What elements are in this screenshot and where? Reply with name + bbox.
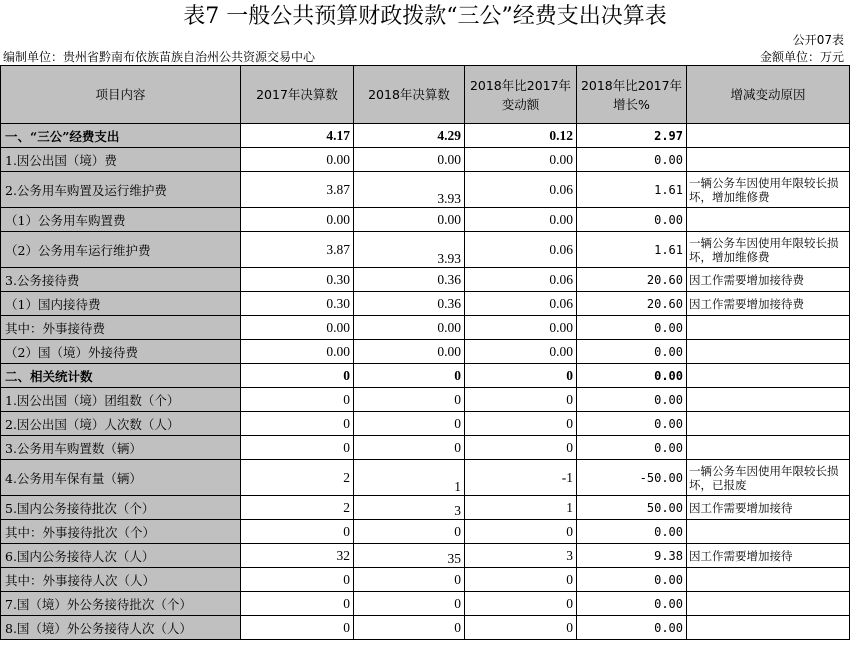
value-change: 1 <box>465 496 577 520</box>
value-2018: 0 <box>354 616 465 640</box>
value-growth: 50.00 <box>577 496 687 520</box>
table-row <box>1 520 850 544</box>
value-change: -1 <box>465 460 577 496</box>
header-reason: 增减变动原因 <box>687 66 850 124</box>
value-2017: 0 <box>241 616 354 640</box>
change-reason <box>687 340 850 364</box>
value-2017: 2 <box>241 460 354 496</box>
value-2018: 0 <box>354 412 465 436</box>
value-2018: 0 <box>354 364 465 388</box>
value-growth: 0.00 <box>577 520 687 544</box>
value-change: 3 <box>465 544 577 568</box>
table-row <box>1 172 850 208</box>
table-title: 表7 一般公共预算财政拨款“三公”经费支出决算表 <box>183 4 667 29</box>
header-2017: 2017年决算数 <box>241 66 354 124</box>
value-growth: 0.00 <box>577 340 687 364</box>
row-item-name: 1.因公出国（境）团组数（个） <box>1 388 241 412</box>
table-row <box>1 268 850 292</box>
value-growth: 0.00 <box>577 208 687 232</box>
value-change: 0.00 <box>465 148 577 172</box>
value-growth: 20.60 <box>577 268 687 292</box>
change-reason: 一辆公务车因使用年限较长损坏，增加维修费 <box>687 172 850 208</box>
table-row <box>1 568 850 592</box>
table-row <box>1 340 850 364</box>
value-2017: 0 <box>241 520 354 544</box>
row-item-name: 2.因公出国（境）人次数（人） <box>1 412 241 436</box>
expenditure-table <box>0 65 850 640</box>
value-change: 0.06 <box>465 268 577 292</box>
table-row <box>1 460 850 496</box>
value-change: 0 <box>465 436 577 460</box>
table-row <box>1 436 850 460</box>
table-row <box>1 364 850 388</box>
value-2018: 0.00 <box>354 208 465 232</box>
row-item-name: 4.公务用车保有量（辆） <box>1 460 241 496</box>
change-reason: 因工作需要增加接待 <box>687 496 850 520</box>
change-reason <box>687 364 850 388</box>
table-row <box>1 124 850 148</box>
row-item-name: 一、“三公”经费支出 <box>1 124 241 148</box>
value-growth: 0.00 <box>577 436 687 460</box>
table-row <box>1 208 850 232</box>
value-2018: 0 <box>354 592 465 616</box>
value-2018: 0 <box>354 436 465 460</box>
value-growth: 20.60 <box>577 292 687 316</box>
value-2017: 0 <box>241 364 354 388</box>
value-2018: 3 <box>354 496 465 520</box>
value-2017: 3.87 <box>241 172 354 208</box>
value-2017: 0.00 <box>241 340 354 364</box>
table-row <box>1 388 850 412</box>
value-change: 0.06 <box>465 172 577 208</box>
change-reason <box>687 124 850 148</box>
value-2017: 3.87 <box>241 232 354 268</box>
value-2017: 0.30 <box>241 268 354 292</box>
value-2017: 0 <box>241 592 354 616</box>
value-2018: 3.93 <box>354 232 465 268</box>
row-item-name: （1）公务用车购置费 <box>1 208 241 232</box>
change-reason <box>687 148 850 172</box>
value-growth: 0.00 <box>577 388 687 412</box>
change-reason <box>687 436 850 460</box>
value-2017: 0 <box>241 568 354 592</box>
value-growth: 0.00 <box>577 412 687 436</box>
header-2018: 2018年决算数 <box>354 66 465 124</box>
value-growth: 2.97 <box>577 124 687 148</box>
value-2017: 0.00 <box>241 316 354 340</box>
value-change: 0 <box>465 364 577 388</box>
header-growth: 2018年比2017年增长% <box>577 66 687 124</box>
change-reason <box>687 412 850 436</box>
header-item: 项目内容 <box>1 66 241 124</box>
value-change: 0.12 <box>465 124 577 148</box>
row-item-name: 7.国（境）外公务接待批次（个） <box>1 592 241 616</box>
table-row <box>1 616 850 640</box>
change-reason <box>687 208 850 232</box>
value-growth: 1.61 <box>577 172 687 208</box>
value-change: 0 <box>465 592 577 616</box>
value-2018: 3.93 <box>354 172 465 208</box>
row-item-name: 6.国内公务接待人次（人） <box>1 544 241 568</box>
value-2018: 1 <box>354 460 465 496</box>
change-reason <box>687 316 850 340</box>
table-row <box>1 148 850 172</box>
value-growth: -50.00 <box>577 460 687 496</box>
row-item-name: （1）国内接待费 <box>1 292 241 316</box>
header-row <box>1 66 850 124</box>
row-item-name: 3.公务用车购置数（辆） <box>1 436 241 460</box>
value-2017: 2 <box>241 496 354 520</box>
value-2018: 0.00 <box>354 316 465 340</box>
value-growth: 0.00 <box>577 592 687 616</box>
value-growth: 0.00 <box>577 616 687 640</box>
value-growth: 0.00 <box>577 568 687 592</box>
value-change: 0.00 <box>465 340 577 364</box>
row-item-name: 二、相关统计数 <box>1 364 241 388</box>
row-item-name: 1.因公出国（境）费 <box>1 148 241 172</box>
value-change: 0.00 <box>465 316 577 340</box>
table-code: 公开07表 <box>792 33 844 47</box>
value-2018: 0 <box>354 568 465 592</box>
value-2018: 0.36 <box>354 292 465 316</box>
value-2018: 0 <box>354 388 465 412</box>
value-change: 0 <box>465 568 577 592</box>
header-change: 2018年比2017年变动额 <box>465 66 577 124</box>
value-2018: 0.00 <box>354 148 465 172</box>
change-reason: 因工作需要增加接待费 <box>687 292 850 316</box>
change-reason: 一辆公务车因使用年限较长损坏，已报废 <box>687 460 850 496</box>
value-growth: 0.00 <box>577 148 687 172</box>
row-item-name: 5.国内公务接待批次（个） <box>1 496 241 520</box>
value-2017: 4.17 <box>241 124 354 148</box>
value-2018: 4.29 <box>354 124 465 148</box>
value-change: 0.00 <box>465 208 577 232</box>
value-change: 0.06 <box>465 232 577 268</box>
value-2017: 0.30 <box>241 292 354 316</box>
row-item-name: 3.公务接待费 <box>1 268 241 292</box>
table-row <box>1 496 850 520</box>
value-2018: 0 <box>354 520 465 544</box>
value-2017: 0 <box>241 412 354 436</box>
table-row <box>1 412 850 436</box>
change-reason <box>687 520 850 544</box>
row-item-name: （2）公务用车运行维护费 <box>1 232 241 268</box>
value-change: 0 <box>465 412 577 436</box>
table-row <box>1 232 850 268</box>
value-2017: 0.00 <box>241 148 354 172</box>
value-2018: 35 <box>354 544 465 568</box>
value-2017: 0 <box>241 388 354 412</box>
value-2018: 0.36 <box>354 268 465 292</box>
change-reason <box>687 592 850 616</box>
value-change: 0 <box>465 616 577 640</box>
value-change: 0 <box>465 388 577 412</box>
change-reason: 因工作需要增加接待费 <box>687 268 850 292</box>
table-row <box>1 316 850 340</box>
table-row <box>1 544 850 568</box>
table-row <box>1 292 850 316</box>
table-row <box>1 592 850 616</box>
change-reason <box>687 388 850 412</box>
amount-unit: 金额单位：万元 <box>759 50 844 64</box>
change-reason: 一辆公务车因使用年限较长损坏，增加维修费 <box>687 232 850 268</box>
value-2017: 32 <box>241 544 354 568</box>
change-reason <box>687 616 850 640</box>
row-item-name: 2.公务用车购置及运行维护费 <box>1 172 241 208</box>
row-item-name: 其中：外事接待费 <box>1 316 241 340</box>
change-reason <box>687 568 850 592</box>
value-growth: 0.00 <box>577 364 687 388</box>
value-change: 0.06 <box>465 292 577 316</box>
value-change: 0 <box>465 520 577 544</box>
value-growth: 9.38 <box>577 544 687 568</box>
value-2017: 0 <box>241 436 354 460</box>
value-growth: 0.00 <box>577 316 687 340</box>
row-item-name: 8.国（境）外公务接待人次（人） <box>1 616 241 640</box>
row-item-name: （2）国（境）外接待费 <box>1 340 241 364</box>
value-2017: 0.00 <box>241 208 354 232</box>
compiling-unit: 编制单位：贵州省黔南布依族苗族自治州公共资源交易中心 <box>3 50 316 64</box>
change-reason: 因工作需要增加接待 <box>687 544 850 568</box>
row-item-name: 其中：外事接待人次（人） <box>1 568 241 592</box>
value-growth: 1.61 <box>577 232 687 268</box>
row-item-name: 其中：外事接待批次（个） <box>1 520 241 544</box>
value-2018: 0.00 <box>354 340 465 364</box>
